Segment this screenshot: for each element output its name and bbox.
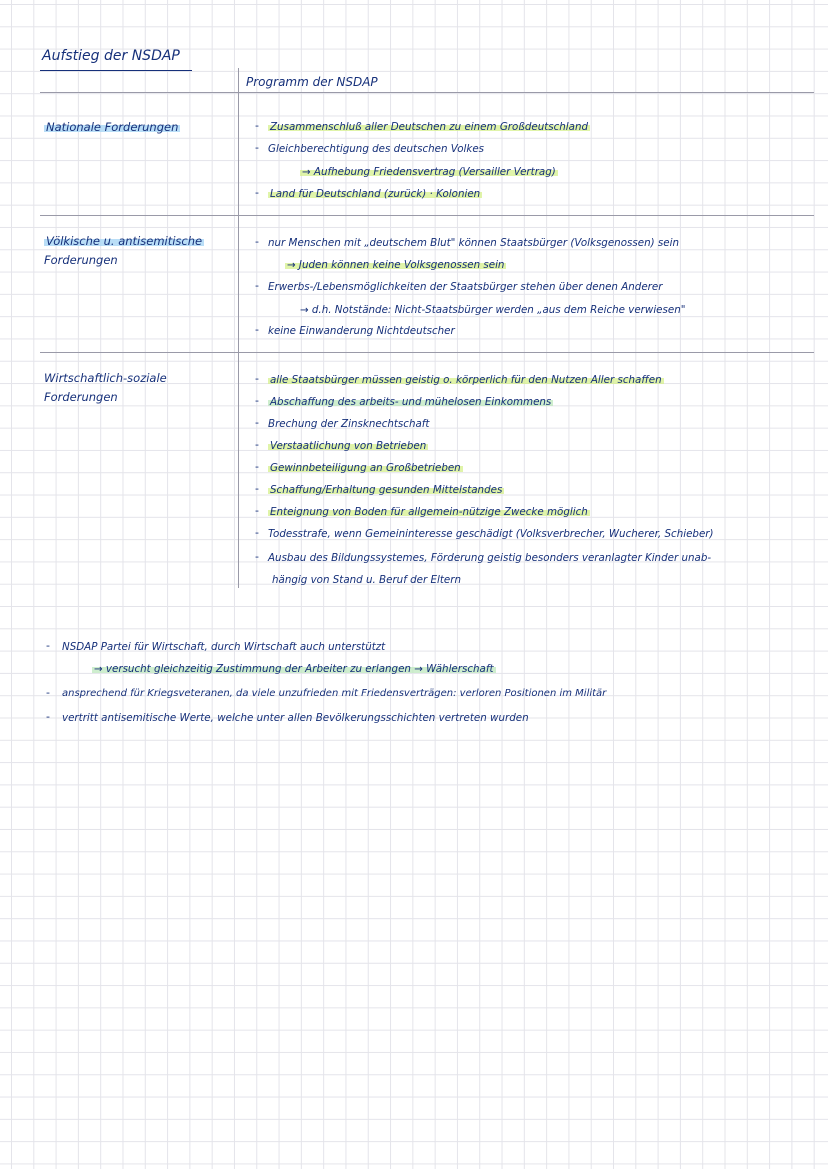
list-item: Todesstrafe, wenn Gemeininteresse geschädigt (Volksverbrecher, Wucherer, Schieber) <box>268 528 714 540</box>
list-item: Abschaffung des arbeits- und mühelosen Einkommens <box>270 396 552 408</box>
title-underline <box>40 70 192 71</box>
table-top-rule <box>40 92 814 93</box>
list-item: Erwerbs-/Lebensmöglichkeiten der Staatsbürger stehen über denen Anderer <box>268 281 663 293</box>
bullet-dash: - <box>255 394 259 407</box>
list-item: Schaffung/Erhaltung gesunden Mittelstandes <box>270 484 503 496</box>
list-item: keine Einwanderung Nichtdeutscher <box>268 325 455 337</box>
page-title: Aufstieg der NSDAP <box>42 48 180 64</box>
bullet-dash: - <box>255 279 259 292</box>
list-item: Verstaatlichung von Betrieben <box>270 440 427 452</box>
list-item: Gewinnbeteiligung an Großbetrieben <box>270 462 461 474</box>
bullet-dash: - <box>255 460 259 473</box>
category-voelkisch: Völkische u. antisemitische Forderungen <box>44 234 203 267</box>
bullet-dash: - <box>255 438 259 451</box>
list-item: Land für Deutschland (zurück) · Kolonien <box>270 188 481 200</box>
list-item: Brechung der Zinsknechtschaft <box>268 418 430 430</box>
list-item: alle Staatsbürger müssen geistig o. körperlich für den Nutzen Aller schaffen <box>270 374 662 386</box>
bullet-dash: - <box>255 119 259 132</box>
list-item: → d.h. Notstände: Nicht-Staatsbürger werden „aus dem Reiche verwiesen" <box>300 304 686 316</box>
list-item: → Aufhebung Friedensvertrag (Versailler Vertrag) <box>302 166 556 178</box>
note-item: NSDAP Partei für Wirtschaft, durch Wirtschaft auch unterstützt <box>62 641 386 653</box>
table-row-divider <box>40 215 814 216</box>
table-row-divider <box>40 352 814 353</box>
table-column-divider <box>238 68 239 588</box>
note-item: vertritt antisemitische Werte, welche unter allen Bevölkerungsschichten vertreten wurden <box>62 712 529 724</box>
list-item: Enteignung von Boden für allgemein-nützige Zwecke möglich <box>270 506 588 518</box>
bullet-dash: - <box>255 372 259 385</box>
bullet-dash: - <box>46 686 50 699</box>
list-item: Ausbau des Bildungssystemes, Förderung geistig besonders veranlagter Kinder unab- <box>268 552 712 564</box>
note-item: ansprechend für Kriegsveteranen, da viele unzufrieden mit Friedensverträgen: verloren Positionen im Militär <box>62 688 607 699</box>
list-item: → Juden können keine Volksgenossen sein <box>287 259 505 271</box>
bullet-dash: - <box>255 141 259 154</box>
note-item: → versucht gleichzeitig Zustimmung der Arbeiter zu erlangen → Wählerschaft <box>94 663 494 675</box>
bullet-dash: - <box>255 482 259 495</box>
category-national: Nationale Forderungen <box>46 120 179 134</box>
bullet-dash: - <box>255 416 259 429</box>
list-item: Zusammenschluß aller Deutschen zu einem Großdeutschland <box>270 121 589 133</box>
bullet-dash: - <box>46 639 50 652</box>
program-header: Programm der NSDAP <box>246 75 378 89</box>
bullet-dash: - <box>46 710 50 723</box>
bullet-dash: - <box>255 186 259 199</box>
bullet-dash: - <box>255 526 259 539</box>
list-item: hängig von Stand u. Beruf der Eltern <box>272 574 461 586</box>
bullet-dash: - <box>255 550 259 563</box>
list-item: nur Menschen mit „deutschem Blut" können Staatsbürger (Volksgenossen) sein <box>268 237 679 249</box>
bullet-dash: - <box>255 323 259 336</box>
list-item: Gleichberechtigung des deutschen Volkes <box>268 143 485 155</box>
bullet-dash: - <box>255 504 259 517</box>
bullet-dash: - <box>255 235 259 248</box>
category-wirtschaft: Wirtschaftlich-soziale Forderungen <box>44 371 167 404</box>
